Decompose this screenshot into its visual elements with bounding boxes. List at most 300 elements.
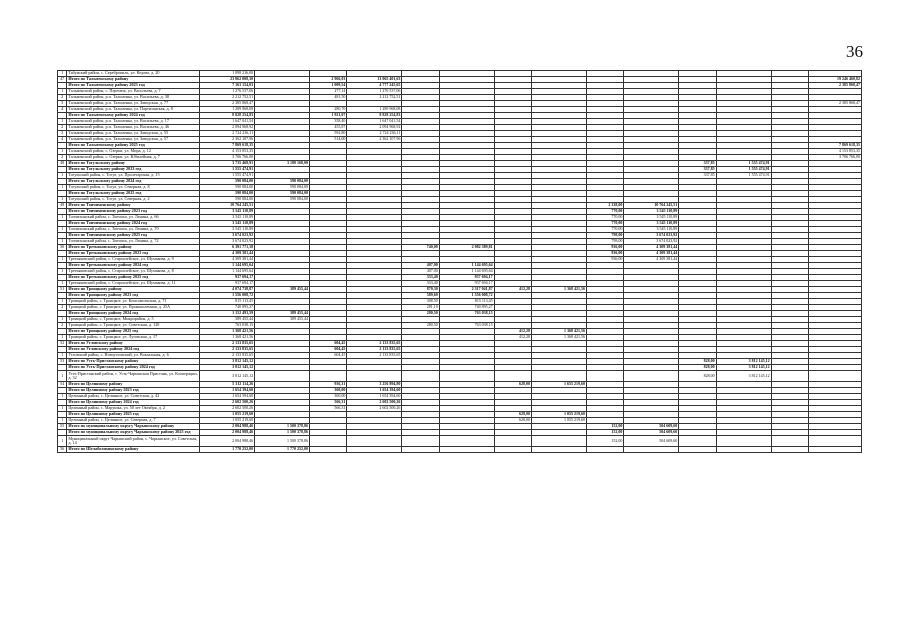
value-cell: 333,40 — [402, 281, 439, 287]
value-cell: 628,00 — [494, 382, 531, 388]
value-cell: 604,45 — [310, 341, 347, 347]
value-cell: 337,85 — [679, 167, 716, 173]
value-cell: 592,80 — [310, 131, 347, 137]
value-cell: 152,00 — [586, 430, 623, 436]
value-cell — [310, 447, 347, 453]
value-cell: 628,00 — [494, 418, 531, 424]
value-cell: 1 276 537,06 — [347, 89, 402, 95]
value-cell: 937 694,17 — [439, 275, 494, 281]
value-cell: 590 084,00 — [200, 179, 255, 185]
value-cell: 4 309 381,44 — [624, 245, 679, 251]
value-cell: 455,87 — [310, 125, 347, 131]
value-cell: 2 362 107,96 — [347, 137, 402, 143]
value-cell: 590 084,00 — [255, 185, 310, 191]
value-cell: 1 055 219,60 — [200, 412, 255, 418]
value-cell: 815 113,45 — [439, 299, 494, 305]
value-cell: 412,28 — [494, 287, 531, 293]
value-cell: 2 212 752,51 — [347, 95, 402, 101]
value-cell — [347, 371, 402, 382]
row-name-cell: Топчихинский район, с. Топчиха, ул. Ленина, д. 70 — [67, 227, 200, 233]
value-cell: 2 602 500,26 — [347, 400, 402, 406]
value-cell: 3 256 894,80 — [347, 382, 402, 388]
row-number-cell: 4 — [58, 107, 67, 113]
value-cell: 2 133 835,65 — [347, 353, 402, 359]
value-cell: 4 309 381,44 — [624, 257, 679, 263]
value-cell: 2 724 236,11 — [347, 131, 402, 137]
value-cell: 504 609,60 — [624, 430, 679, 436]
value-cell: 590 084,00 — [255, 179, 310, 185]
value-cell — [347, 447, 402, 453]
row-number-cell: 1 — [58, 269, 67, 275]
value-cell: 3 674 023,92 — [624, 239, 679, 245]
value-cell: 2 602 500,26 — [347, 406, 402, 412]
value-cell: 2 385 868,47 — [808, 83, 861, 89]
value-cell — [808, 447, 861, 453]
value-cell: 740,00 — [402, 245, 439, 251]
row-name-cell: Тальменский район, р.п. Тальменка, ул. Васильева, д. 46 — [67, 125, 200, 131]
row-name-cell: Третьяковский район, с. Староалейское, ул. Шумакова, д. 8 — [67, 269, 200, 275]
value-cell: 3 674 023,92 — [200, 239, 255, 245]
row-number-cell: 3 — [58, 131, 67, 137]
row-number-cell: 2 — [58, 305, 67, 311]
row-name-cell: Тальменский район, р.п. Тальменка, ул. Васильева, д. 17 — [67, 119, 200, 125]
value-cell: 1 556 008,72 — [200, 293, 255, 299]
row-number-cell: 1 — [58, 227, 67, 233]
value-cell: 1 144 695,64 — [439, 269, 494, 275]
value-cell: 389 455,44 — [255, 311, 310, 317]
value-cell: 4 309 381,44 — [200, 251, 255, 257]
value-cell: 3 545 110,89 — [624, 221, 679, 227]
value-cell: 2 133 835,65 — [200, 347, 255, 353]
value-cell: 828,00 — [679, 371, 716, 382]
row-name-cell: Итого по Третьяковскому району 2023 год — [67, 251, 200, 257]
value-cell: 337,85 — [679, 161, 716, 167]
row-name-cell: Итого по Шелаболихинскому району — [67, 447, 200, 453]
value-cell — [439, 447, 494, 453]
value-cell: 1 009,54 — [310, 83, 347, 89]
value-cell: 1 144 695,64 — [200, 263, 255, 269]
row-name-cell: Тальменский район, р.п. Тальменка, ул. Заводская, д. 77 — [67, 101, 200, 107]
value-cell — [624, 371, 679, 382]
value-cell: 407,00 — [402, 269, 439, 275]
value-cell: 407,00 — [402, 263, 439, 269]
row-number-cell: 1 — [58, 239, 67, 245]
row-name-cell: Муниципальный округ Чарышский район, с. Чарышское, ул. Советская, д. 14 — [67, 436, 200, 447]
value-cell: 2 004 988,46 — [200, 430, 255, 436]
row-name-cell: Итого по Угловскому району 2024 год — [67, 347, 200, 353]
row-number-cell: 1 — [58, 257, 67, 263]
row-number-cell: 1 — [58, 371, 67, 382]
value-cell — [532, 436, 587, 447]
value-cell: 333,40 — [402, 275, 439, 281]
row-number-cell: 49 — [58, 203, 67, 209]
value-cell: 1 368 421,56 — [532, 287, 587, 293]
row-name-cell: Итого по Тогульскому району — [67, 161, 200, 167]
row-name-cell: Итого по Третьяковскому району 2025 год — [67, 275, 200, 281]
value-cell: 936,00 — [586, 251, 623, 257]
value-cell: 2 724 236,11 — [200, 131, 255, 137]
value-cell: 770,00 — [586, 227, 623, 233]
value-cell: 1 055 219,60 — [532, 412, 587, 418]
value-cell: 2 133 835,65 — [347, 347, 402, 353]
row-name-cell: Итого по Третьяковскому району 2024 год — [67, 263, 200, 269]
value-cell: 763 038,15 — [439, 323, 494, 329]
value-cell: 6 391 771,18 — [200, 245, 255, 251]
value-cell: 412,28 — [494, 329, 531, 335]
value-cell: 358,40 — [310, 119, 347, 125]
value-cell: 3 735 468,91 — [200, 161, 255, 167]
value-cell — [532, 371, 587, 382]
value-cell: 1 654 394,60 — [347, 394, 402, 400]
value-cell: 23 862 008,30 — [200, 77, 255, 83]
row-name-cell: Третьяковский район, с. Староалейское, ул. Шумакова, д. 9 — [67, 257, 200, 263]
value-cell: 4 074 738,87 — [200, 287, 255, 293]
row-name-cell: Третьяковский район, с. Староалейское, ул. Шумакова, д. 11 — [67, 281, 200, 287]
value-cell: 1 555 474,91 — [200, 173, 255, 179]
row-name-cell: Тогульский район, с. Тогул, ул. Северная, д. 2 — [67, 197, 200, 203]
row-number-cell: 1 — [58, 353, 67, 359]
table-row — [58, 436, 862, 447]
value-cell: 7 869 618,35 — [200, 143, 255, 149]
row-name-cell: Троицкий район, с. Троицкое, ул. Промышленная, д. 25А — [67, 305, 200, 311]
row-name-cell: Итого по Целинному району 2024 год — [67, 400, 200, 406]
row-name-cell: Целинный район, с. Марушка, ул. 50 лет Октября, д. 2 — [67, 406, 200, 412]
value-cell: 763 038,15 — [200, 323, 255, 329]
value-cell: 1 368 421,56 — [532, 329, 587, 335]
value-cell: 566,31 — [310, 406, 347, 412]
row-number-cell: 2 — [58, 125, 67, 131]
value-cell: 152,00 — [586, 436, 623, 447]
value-cell: 3 812 145,12 — [716, 365, 771, 371]
value-cell: 19 246 460,82 — [808, 77, 861, 83]
capital-repair-table — [57, 70, 862, 453]
value-cell: 337,85 — [679, 173, 716, 179]
value-cell: 3 545 110,89 — [200, 215, 255, 221]
value-cell: 8 828 254,83 — [347, 113, 402, 119]
row-name-cell: Топчихинский район, с. Топчиха, ул. Ленина, д. 72 — [67, 239, 200, 245]
value-cell — [402, 371, 439, 382]
row-name-cell: Итого по Тальменскому району 2024 год — [67, 113, 200, 119]
value-cell — [771, 447, 808, 453]
value-cell: 1 500 378,86 — [255, 424, 310, 430]
row-number-cell: 1 — [58, 406, 67, 412]
value-cell: 770,00 — [586, 221, 623, 227]
value-cell: 1 770 252,00 — [200, 447, 255, 453]
value-cell: 1 647 041,54 — [347, 119, 402, 125]
value-cell: 3 545 110,89 — [624, 209, 679, 215]
value-cell — [808, 371, 861, 382]
value-cell — [255, 371, 310, 382]
value-cell — [310, 371, 347, 382]
value-cell — [494, 436, 531, 447]
value-cell: 2 004 988,46 — [200, 436, 255, 447]
row-number-cell: 52 — [58, 341, 67, 347]
value-cell: 936,00 — [586, 257, 623, 263]
value-cell: 2 094 968,92 — [200, 125, 255, 131]
value-cell: 3 180 168,00 — [255, 161, 310, 167]
value-cell: 1 654 394,60 — [347, 388, 402, 394]
value-cell: 870,30 — [402, 287, 439, 293]
value-cell: 280,50 — [402, 311, 439, 317]
row-number-cell: 50 — [58, 245, 67, 251]
value-cell: 1 654 394,60 — [200, 388, 255, 394]
row-number-cell: 1 — [58, 149, 67, 155]
row-name-cell: Итого по Угловскому району — [67, 341, 200, 347]
value-cell — [679, 436, 716, 447]
row-name-cell: Итого по Усть-Пристанскому району — [67, 359, 200, 365]
row-name-cell: Тальменский район, с. Озерки, ул. Мира, д. 12 — [67, 149, 200, 155]
value-cell: 590 084,00 — [255, 191, 310, 197]
value-cell: 3 812 145,12 — [716, 371, 771, 382]
value-cell — [808, 436, 861, 447]
value-cell: 1 289 968,08 — [200, 107, 255, 113]
value-cell: 481,50 — [310, 95, 347, 101]
value-cell: 604,45 — [310, 353, 347, 359]
value-cell: 1 368 421,56 — [200, 335, 255, 341]
value-cell: 4 153 853,35 — [808, 149, 861, 155]
value-cell: 604,45 — [310, 347, 347, 353]
value-cell: 4 777 245,65 — [347, 83, 402, 89]
value-cell: 504 609,60 — [624, 436, 679, 447]
value-cell — [347, 436, 402, 447]
value-cell — [716, 447, 771, 453]
value-cell: 514,00 — [310, 137, 347, 143]
row-number-cell: 1 — [58, 71, 67, 77]
row-number-cell: 2 — [58, 155, 67, 161]
value-cell: 1 770 252,00 — [255, 447, 310, 453]
value-cell: 1 898 216,00 — [200, 71, 255, 77]
row-number-cell: 1 — [58, 317, 67, 323]
value-cell: 2 082 389,81 — [439, 245, 494, 251]
value-cell: 3 812 145,12 — [200, 359, 255, 365]
row-name-cell: Итого по Троицкому району — [67, 287, 200, 293]
row-number-cell: 4 — [58, 137, 67, 143]
row-name-cell: Тальменский район, р.п. Тальменка, ул. Партизанская, д. 8 — [67, 107, 200, 113]
row-number-cell: 1 — [58, 89, 67, 95]
value-cell — [532, 447, 587, 453]
value-cell: 277,14 — [310, 89, 347, 95]
value-cell — [771, 371, 808, 382]
value-cell — [439, 436, 494, 447]
row-number-cell: 1 — [58, 281, 67, 287]
value-cell: 389 455,44 — [255, 317, 310, 323]
value-cell: 1 555 474,91 — [200, 167, 255, 173]
row-number-cell: 2 — [58, 95, 67, 101]
value-cell: 280,70 — [310, 107, 347, 113]
value-cell: 936,31 — [310, 382, 347, 388]
value-cell: 3 812 145,12 — [200, 371, 255, 382]
value-cell — [624, 447, 679, 453]
value-cell: 3 545 110,89 — [200, 227, 255, 233]
value-cell: 4 309 381,44 — [624, 251, 679, 257]
value-cell: 566,31 — [310, 400, 347, 406]
value-cell: 937 694,17 — [200, 275, 255, 281]
row-name-cell: Тальменский район, р.п. Тальменка, ул. Васильева, д. 38 — [67, 95, 200, 101]
value-cell: 2 362 107,96 — [200, 137, 255, 143]
value-cell: 3 545 110,89 — [624, 227, 679, 233]
value-cell — [402, 436, 439, 447]
row-number-cell: 3 — [58, 101, 67, 107]
value-cell: 1 500 378,86 — [255, 430, 310, 436]
value-cell: 740 895,27 — [439, 305, 494, 311]
value-cell: 828,00 — [679, 359, 716, 365]
value-cell — [439, 371, 494, 382]
row-number-cell: 1 — [58, 299, 67, 305]
row-name-cell: Целинный район, с. Целинное, ул. Северная, д. 7 — [67, 418, 200, 424]
value-cell: 280,50 — [402, 323, 439, 329]
value-cell: 2 602 500,26 — [200, 406, 255, 412]
value-cell — [586, 447, 623, 453]
row-name-cell: Итого по Тогульскому району 2025 год — [67, 191, 200, 197]
row-name-cell: Итого по Усть-Пристанскому району 2024 год — [67, 365, 200, 371]
value-cell: 1 368 421,56 — [532, 335, 587, 341]
row-number-cell: 1 — [58, 436, 67, 447]
row-name-cell: Тальменский район, р.п. Тальменка, ул. Заводская, д. 55 — [67, 131, 200, 137]
row-name-cell: Итого по муниципальному округу Чарышскому району — [67, 424, 200, 430]
value-cell: 1 055 219,60 — [200, 418, 255, 424]
row-number-cell: 1 — [58, 185, 67, 191]
value-cell: 1 289 968,08 — [347, 107, 402, 113]
value-cell: 504 609,60 — [624, 424, 679, 430]
value-cell: 590 084,00 — [200, 197, 255, 203]
value-cell: 937 694,17 — [439, 281, 494, 287]
row-name-cell: Тогульский район, с. Тогул, ул. Северная, д. 8 — [67, 185, 200, 191]
value-cell: 13 065 401,63 — [347, 77, 402, 83]
value-cell: 590 084,00 — [200, 185, 255, 191]
value-cell: 3 545 110,89 — [624, 215, 679, 221]
value-cell — [679, 447, 716, 453]
value-cell: 8 828 254,83 — [200, 113, 255, 119]
value-cell — [494, 371, 531, 382]
row-name-cell: Итого по Тогульскому району 2023 год — [67, 167, 200, 173]
row-name-cell: Итого по Топчихинскому району 2025 год — [67, 233, 200, 239]
row-number-cell: 54 — [58, 382, 67, 388]
value-cell: 628,00 — [494, 412, 531, 418]
row-name-cell: Троицкий район, с. Троицкое, ул. Советская, д. 120 — [67, 323, 200, 329]
value-cell: 10 764 245,51 — [624, 203, 679, 209]
value-cell: 3 812 145,12 — [200, 365, 255, 371]
value-cell: 798,00 — [586, 239, 623, 245]
value-cell: 589,60 — [402, 293, 439, 299]
table-body — [58, 71, 862, 453]
value-cell: 1 144 695,64 — [200, 269, 255, 275]
value-cell: 2 966,03 — [310, 77, 347, 83]
row-name-cell: Топчихинский район, с. Топчиха, ул. Ленина, д. 66 — [67, 215, 200, 221]
value-cell: 936,00 — [586, 245, 623, 251]
row-name-cell: Целинный район, с. Целинное, ул. Советская, д. 42 — [67, 394, 200, 400]
value-cell: 590 084,00 — [255, 197, 310, 203]
value-cell: 1 556 008,72 — [439, 293, 494, 299]
value-cell: 2 133 835,65 — [347, 341, 402, 347]
value-cell: 10 764 245,51 — [200, 203, 255, 209]
value-cell: 360,00 — [310, 388, 347, 394]
row-name-cell: Итого по Целинному району 2025 год — [67, 412, 200, 418]
row-number-cell: 1 — [58, 119, 67, 125]
value-cell: 1 055 219,60 — [532, 418, 587, 424]
row-name-cell: Троицкий район, с. Троицкое, ул. Луговская, д. 17 — [67, 335, 200, 341]
value-cell: 2 133 835,65 — [200, 353, 255, 359]
value-cell: 2 385 868,47 — [808, 101, 861, 107]
value-cell: 2 004 988,46 — [200, 424, 255, 430]
row-name-cell: Троицкий район, с. Троицкое, Микрорайон, д. 5 — [67, 317, 200, 323]
value-cell: 1 921,07 — [310, 113, 347, 119]
row-number-cell: 1 — [58, 215, 67, 221]
value-cell: 3 674 023,92 — [624, 233, 679, 239]
value-cell: 2 385 868,47 — [200, 101, 255, 107]
row-name-cell: Тальменский район, с. Перемеж, ул. Васильева, д. 7 — [67, 89, 200, 95]
row-name-cell: Итого по Топчихинскому району — [67, 203, 200, 209]
row-number-cell: 55 — [58, 424, 67, 430]
row-number-cell: 2 — [58, 323, 67, 329]
row-name-cell: Итого по Целинному району — [67, 382, 200, 388]
value-cell: 389 455,44 — [200, 317, 255, 323]
row-name-cell: Итого по Тальменскому району — [67, 77, 200, 83]
value-cell: 2 317 041,87 — [439, 287, 494, 293]
value-cell: 1 368 421,56 — [200, 329, 255, 335]
row-number-cell: 1 — [58, 394, 67, 400]
value-cell: 3 545 110,89 — [200, 209, 255, 215]
row-name-cell: Итого по Топчихинскому району 2024 год — [67, 221, 200, 227]
row-number-cell: 1 — [58, 335, 67, 341]
value-cell: 798,00 — [586, 233, 623, 239]
row-name-cell: Тогульский район, с. Тогул, ул. Пролетарская, д. 15 — [67, 173, 200, 179]
value-cell — [494, 447, 531, 453]
value-cell: 1 555 474,91 — [716, 161, 771, 167]
value-cell: 7 869 618,35 — [808, 143, 861, 149]
value-cell: 1 655 219,60 — [532, 382, 587, 388]
value-cell: 2 133 835,65 — [200, 341, 255, 347]
page-number: 36 — [846, 42, 863, 61]
value-cell: 360,00 — [310, 394, 347, 400]
value-cell: 1 647 041,54 — [200, 119, 255, 125]
value-cell: 2 602 500,26 — [200, 400, 255, 406]
value-cell: 7 163 154,03 — [200, 83, 255, 89]
row-name-cell: Итого по Тальменскому району 2025 год — [67, 143, 200, 149]
row-name-cell: Итого по муниципальному округу Чарышскому району 2025 год — [67, 430, 200, 436]
row-name-cell: Усть-Пристанский район, с. Усть-Чарышская Пристань, ул. Кооперации, д. 32 — [68, 370, 198, 380]
value-cell: 3 706 766,00 — [200, 155, 255, 161]
value-cell: 1 500 378,86 — [255, 436, 310, 447]
row-name-cell: Тальменский район, с. Озерки, ул. Юбилейная, д. 7 — [67, 155, 200, 161]
value-cell: 412,28 — [494, 335, 531, 341]
value-cell: 2 338,00 — [586, 203, 623, 209]
value-cell — [586, 371, 623, 382]
row-name-cell: Итого по Целинному району 2023 год — [67, 388, 200, 394]
value-cell: 281,10 — [402, 305, 439, 311]
row-number-cell: 1 — [58, 418, 67, 424]
value-cell: 3 545 110,89 — [200, 221, 255, 227]
value-cell: 815 113,45 — [200, 299, 255, 305]
value-cell: 2 094 968,92 — [347, 125, 402, 131]
table-row-total — [58, 447, 862, 453]
value-cell: 4 153 853,35 — [200, 149, 255, 155]
value-cell: 308,50 — [402, 299, 439, 305]
value-cell: 3 812 145,12 — [716, 359, 771, 365]
value-cell: 937 694,17 — [200, 281, 255, 287]
value-cell: 5 312 114,26 — [200, 382, 255, 388]
value-cell: 1 555 474,91 — [716, 173, 771, 179]
value-cell — [310, 436, 347, 447]
value-cell: 4 309 381,44 — [200, 257, 255, 263]
row-number-cell: 48 — [58, 161, 67, 167]
value-cell: 152,00 — [586, 424, 623, 430]
row-name-cell: Табунский район, с. Серебропиль, ул. Кедова, д. 20 — [67, 71, 200, 77]
row-name-cell: Итого по Третьяковскому району — [67, 245, 200, 251]
value-cell: 740 895,27 — [200, 305, 255, 311]
value-cell: 1 152 493,59 — [200, 311, 255, 317]
row-number-cell: 1 — [58, 173, 67, 179]
value-cell — [716, 436, 771, 447]
